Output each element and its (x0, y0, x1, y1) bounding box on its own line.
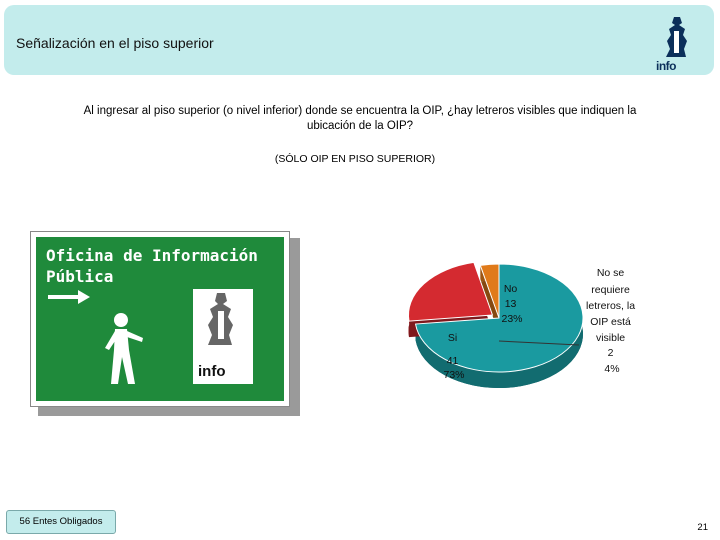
sign-line-1: Oficina de Información (46, 246, 258, 265)
sign-line-2: Pública (46, 267, 114, 286)
page-number: 21 (697, 522, 708, 533)
slice-no (408, 262, 492, 321)
slice-label-no: No 13 23% (501, 283, 523, 325)
logo-text: info (656, 59, 676, 73)
sign-logo-text: info (198, 363, 226, 380)
page-title: Señalización en el piso superior (16, 35, 214, 51)
entities-badge: 56 Entes Obligados (6, 510, 116, 534)
slice-label-no-requiere: No se requiere letreros, la OIP está visible 2 4% (586, 267, 636, 375)
chart-subtitle: (SÓLO OIP EN PISO SUPERIOR) (274, 153, 436, 165)
slice-label-si: Si 41 73% (443, 332, 465, 381)
survey-question: Al ingresar al piso superior (o nivel inferior) donde se encuentra la OIP, ¿hay letreros visibles que indiquen la ubicación de la OIP? (83, 105, 637, 132)
